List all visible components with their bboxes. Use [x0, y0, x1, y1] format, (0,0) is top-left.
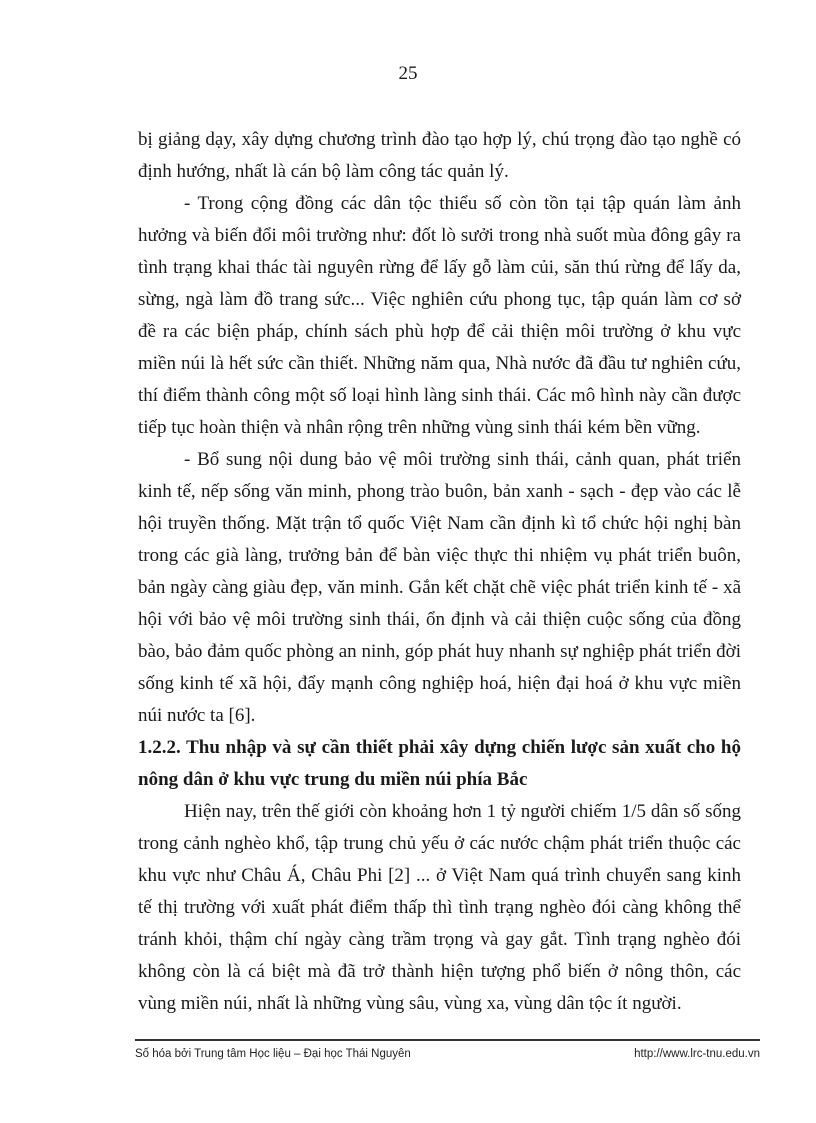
- paragraph-continuation: bị giảng dạy, xây dựng chương trình đào tạo hợp lý, chú trọng đào tạo nghề có định hướng, nhất là cán bộ làm công tác quản lý.: [138, 129, 741, 182]
- footer: [135, 1046, 760, 1062]
- paragraph-customs: - Trong cộng đồng các dân tộc thiểu số còn tồn tại tập quán làm ảnh hưởng và biến đổi môi trường như: đốt lò sưởi trong nhà suốt mùa đông gây ra tình trạng khai thác tài nguyên rừng để lấy gỗ làm củi, săn thú rừng để lấy da, sừng, ngà làm đồ trang sức... Việc nghiên cứu phong tục, tập quán làm cơ sở đề ra các biện pháp, chính sách phù hợp để cải thiện môi trường ở khu vực miền núi là hết sức cần thiết. Những năm qua, Nhà nước đã đầu tư nghiên cứu, thí điểm thành công một số loại hình làng sinh thái. Các mô hình này cần được tiếp tục hoàn thiện và nhân rộng trên những vùng sinh thái kém bền vững.: [138, 193, 741, 438]
- footer-source: Số hóa bởi Trung tâm Học liệu – Đại học Thái Nguyên: [135, 1048, 411, 1060]
- section-heading: 1.2.2. Thu nhập và sự cần thiết phải xây dựng chiến lược sản xuất cho hộ nông dân ở khu vực trung du miền núi phía Bắc: [138, 737, 741, 790]
- footer-url[interactable]: http://www.lrc-tnu.edu.vn: [634, 1048, 760, 1060]
- page-number: 25: [398, 63, 418, 84]
- document-body: [138, 124, 741, 1020]
- paragraph-environment: - Bổ sung nội dung bảo vệ môi trường sinh thái, cảnh quan, phát triển kinh tế, nếp sống văn minh, phong trào buôn, bản xanh - sạch - đẹp vào các lễ hội truyền thống. Mặt trận tổ quốc Việt Nam cần định kì tổ chức hội nghị bàn trong các già làng, trưởng bản để bàn việc thực thi nhiệm vụ phát triển buôn, bản ngày càng giàu đẹp, văn minh. Gắn kết chặt chẽ việc phát triển kinh tế - xã hội với bảo vệ môi trường sinh thái, ổn định và cải thiện cuộc sống của đồng bào, bảo đảm quốc phòng an ninh, góp phát huy nhanh sự nghiệp phát triển đời sống kinh tế xã hội, đẩy mạnh công nghiệp hoá, hiện đại hoá ở khu vực miền núi nước ta [6].: [138, 449, 741, 726]
- paragraph-poverty: Hiện nay, trên thế giới còn khoảng hơn 1 tỷ người chiếm 1/5 dân số sống trong cảnh nghèo khổ, tập trung chủ yếu ở các nước chậm phát triển thuộc các khu vực như Châu Á, Châu Phi [2] ... ở Việt Nam quá trình chuyển sang kinh tế thị trường với xuất phát điểm thấp thì tình trạng nghèo đói càng không thể tránh khỏi, thậm chí ngày càng trầm trọng và gay gắt. Tình trạng nghèo đói không còn là cá biệt mà đã trở thành hiện tượng phổ biến ở nông thôn, các vùng miền núi, nhất là những vùng sâu, vùng xa, vùng dân tộc ít người.: [138, 801, 741, 1014]
- footer-divider: [135, 1039, 760, 1041]
